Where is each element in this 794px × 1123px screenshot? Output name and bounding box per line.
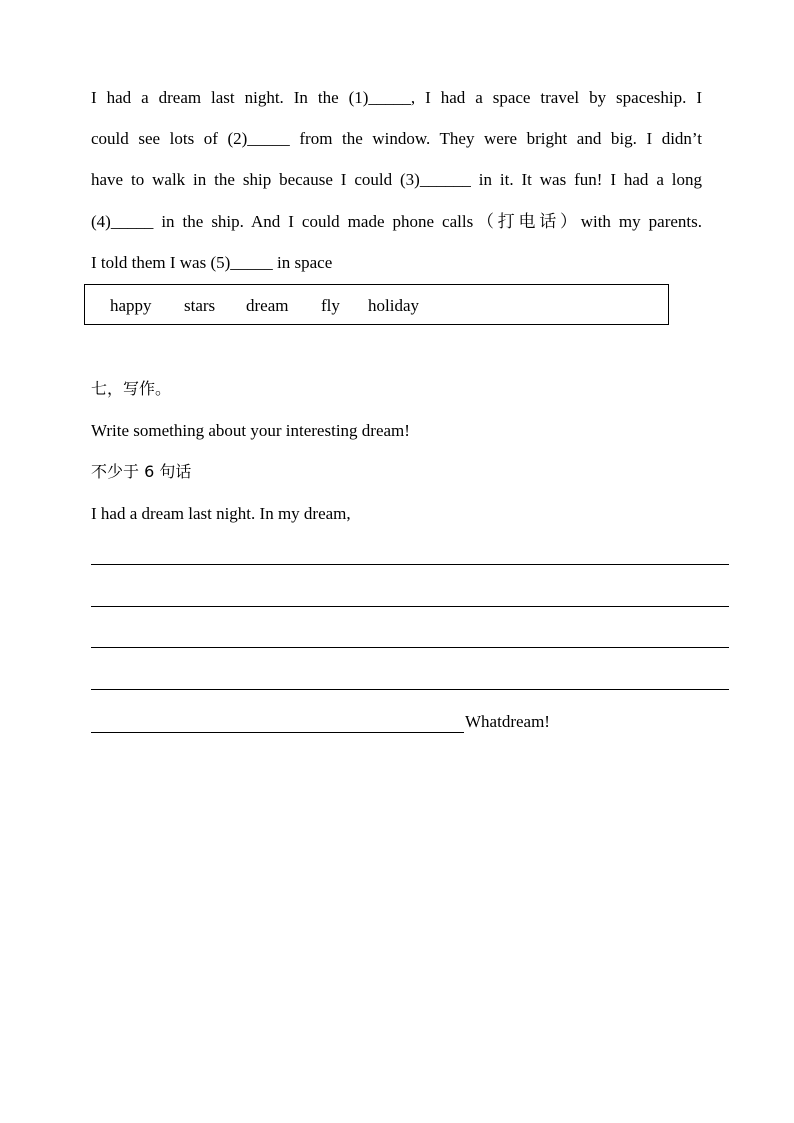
passage-line-3: have to walk in the ship because I could (3)______ in it. It was fun! I had a long	[91, 170, 702, 189]
writing-starter: I had a dream last night. In my dream,	[91, 504, 351, 523]
word-bank-item-holiday: holiday	[368, 296, 419, 315]
word-bank-item-happy: happy	[110, 296, 152, 315]
writing-line-3[interactable]	[91, 647, 729, 648]
writing-instruction: Write something about your interesting dream!	[91, 421, 410, 440]
writing-line-1[interactable]	[91, 564, 729, 565]
writing-line-2[interactable]	[91, 606, 729, 607]
writing-ending: Whatdream!	[465, 712, 550, 731]
writing-section-title: 七，写作。	[91, 379, 172, 398]
passage-line-4: (4)_____ in the ship. And I could made phone calls（打电话）with my parents.	[91, 212, 702, 231]
writing-requirement: 不少于 6 句话	[91, 462, 192, 481]
passage-line-5: I told them I was (5)_____ in space	[91, 253, 333, 272]
word-bank-item-dream: dream	[246, 296, 289, 315]
writing-line-5[interactable]	[91, 732, 464, 733]
passage-line-1: I had a dream last night. In the (1)_____, I had a space travel by spaceship. I	[91, 88, 702, 107]
writing-final-row	[91, 712, 571, 734]
passage-line-2: could see lots of (2)_____ from the window. They were bright and big. I didn’t	[91, 129, 702, 148]
word-bank-box	[84, 284, 669, 325]
writing-line-4[interactable]	[91, 689, 729, 690]
word-bank-item-stars: stars	[184, 296, 216, 315]
word-bank-item-fly: fly	[321, 296, 340, 315]
